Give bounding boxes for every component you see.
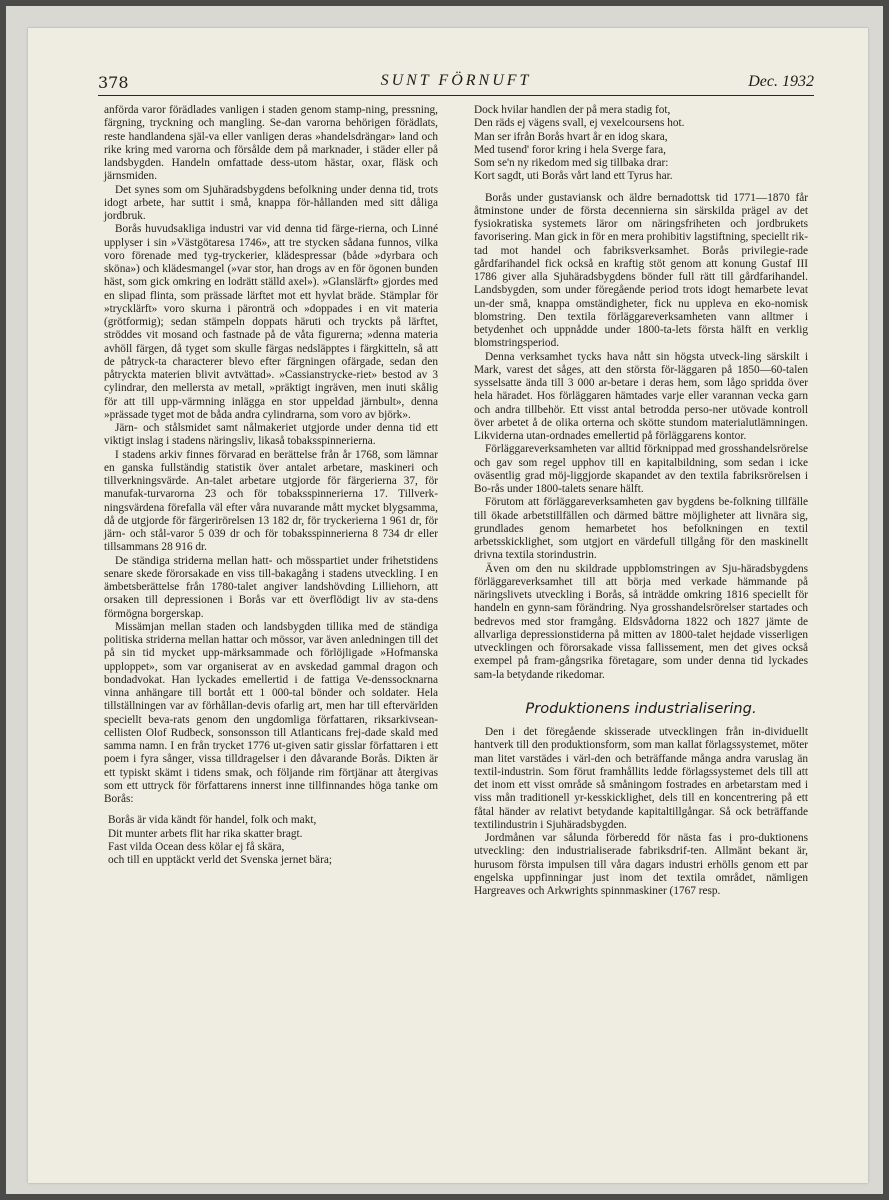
page-number: 378	[98, 73, 129, 92]
running-header	[98, 69, 814, 97]
poem-continuation	[474, 104, 808, 184]
verse-line: Dock hvilar handlen der på mera stadig fot,	[474, 104, 671, 116]
left-column	[104, 104, 438, 867]
paragraph: De ständiga striderna mellan hatt- och mösspartiet under frihetstidens senare skede förorsakade en viss till-bakagång i stadens utveckling. I en ämbetsberättelse från 1780-talet angiver landshövding Lilliehorn, att orsaken till depressionen i Borås var ett överflödigt liv av sta-dens förmögna borgerskap.	[104, 554, 438, 620]
verse-line: Med tusend' foror kring i hela Sverge fara,	[474, 143, 666, 156]
verse-line: Man ser ifrån Borås hvart år en idog skara,	[474, 130, 668, 143]
journal-title: SUNT FÖRNUFT	[380, 72, 532, 89]
verse-line: Borås är vida kändt för handel, folk och makt,	[108, 814, 317, 827]
paragraph: anförda varor förädlades vanligen i staden genom stamp-ning, pressning, färgning, tryckning och mangling. Se-dan varorna behörigen förädlats, reste handlandena själ-va eller vanligen deras »handelsdrängar» land och rike kring med varorna och försålde dem på marknader, i städer eller på landsbygden. Handeln omfattade dess-utom hästar, oxar, fläsk och järnsmiden.	[104, 104, 438, 183]
poem-excerpt	[104, 814, 438, 867]
paragraph: Missämjan mellan staden och landsbygden tillika med de ständiga politiska striderna mellan hattar och mössor, var även anledningen till det på sin tid mycket upp-märksammade och förlöjligade »Hofmanska upploppet», som var organiserat av en avskedad gammal dragon och bondadvokat. Han lyckades emellertid i de fattiga Ve-denssocknarna vinna anhängare till bortåt ett 1 000-tal bönder och soldater. Hela tillställningen var av förhållan-devis ofarlig art, men har till eftervärlden speciellt beva-rats genom den ungdomliga författaren, riksarkivsean-cellisten Olof Rudbeck, sonsonsson till Atlanticans frej-dade skald med samma namn. I en från trycket 1776 ut-given satir gisslar författaren i ett poem i fyra sånger, vissa tilldragelser i den dåvarande Borås. Dikten är ett typiskt skämt i tidens smak, och följande rim förtjänar att återgivas som ett uttryck för författarens innerst inne tillfinnandes höga tanke om Borås:	[104, 620, 438, 805]
paragraph: Borås under gustaviansk och äldre bernadottsk tid 1771—1870 får åtminstone under de första decennierna sin särskilda prägel av det fysiokratiska systemets läror om näringsfriheten och jordbrukets favorisering. Man gick in för en mera prohibitiv lagstiftning, speciellt rik-tad mot handel och fabriksverksamhet. Borås privilegie-rade gårdfarihandel fick också en kraftig stöt genom att konung Gustaf III 1786 giver alla Sjuhäradsbygdens bönder full rätt till gårdfarihandel. Landsbygden, som under föregående period trots idogt hemarbete levat un-der små, knappa omständigheter, fick nu uppleva en eko-nomisk blomstring. Den textila förläggareverksamheten vann alltmer i betydenhet och uppnådde under 1800-ta-lets första hälft en verklig blomstringsperiod.	[474, 191, 808, 350]
paragraph: I stadens arkiv finnes förvarad en berättelse från år 1768, som lämnar en ganska fullständig statistik över antalet arbetare, maskineri och tillverkningsvärde. An-talet arbetare utgjorde för färgerierna 37, för manufak-turvarorna 23 och för tobaksspinnerierna 17. Tillverk-ningsvärdena förefalla väl efter våra nuvarande mått mycket blygsamma, då de utgjorde för färgerirörelsen 13 182 dr, för tryckerierna 1 961 dr, för järn- och stål-varor 5 039 dr och för tobaksspinnerierna 8 734 dr eller tillsammans 28 916 dr.	[104, 448, 438, 554]
paragraph: Det synes som om Sjuhäradsbygdens befolkning under denna tid, trots idogt arbete, har suttit i små, knappa för-hållanden med sitt dåliga jordbruk.	[104, 183, 438, 222]
right-column	[474, 104, 808, 898]
verse-line: Kort sagdt, uti Borås vårt land ett Tyrus har.	[474, 170, 673, 183]
verse-line: Som se'n ny rikedom med sig tillbaka drar:	[474, 157, 669, 169]
verse-line: och till en upptäckt verld det Svenska jernet bära;	[108, 854, 332, 866]
header-rule	[98, 95, 814, 96]
paragraph: Den i det föregående skisserade utvecklingen från in-dividuellt hantverk till den produktionsform, som man kallat förlagssystemet, möter man litet varstädes i värl-den och beträffande många andra varuslag än textil-industrin. Som förut framhållits ledde förlagssystemet dels till att det inom ett visst område så småningom fostrades en arbetarstam med i viss mån traditionell yr-kesskicklighet, dels till en koncentrering på ett fåtal händer av relativt betydande kapitaltillgångar. Så ock beträffande textilindustrin i Sjuhäradsbygden.	[474, 726, 808, 831]
verse-line: Den räds ej vägens svall, ej vexelcoursens hot.	[474, 117, 685, 130]
paragraph: Järn- och stålsmidet samt nålmakeriet utgjorde under denna tid ett viktigt inslag i stadens näringsliv, likaså tobaksspinnerierna.	[104, 422, 438, 448]
verse-line: Fast vilda Ocean dess kölar ej få skära,	[108, 840, 285, 853]
paragraph: Förutom att förläggareverksamheten gav bygdens be-folkning tillfälle till ökade arbetstillfällen och därmed bättre möjligheter att livnära sig, grundlades genom hemarbetet hos befolkningen en textil arbetsskicklighet, som utgjort en värdefull tillgång för den maskinellt drivna textila storindustrin.	[474, 496, 808, 562]
paragraph: Förläggareverksamheten var alltid förknippad med grosshandelsrörelse och gav som regel upphov till en kapitalbildning, som sedan i icke oväsentlig grad möj-liggjorde skapandet av den textila fabriksrörelsen i Bo-rås under 1800-talets senare hälft.	[474, 443, 808, 495]
section-heading: Produktionens industrialisering.	[525, 699, 757, 717]
paragraph: Jordmånen var sålunda förberedd för nästa fas i pro-duktionens utveckling: den industrialiserade fabriksdrif-ten. Allmänt bekant är, hurusom första impulsen till våra dagars industri erhölls genom ett par engelska uppfinningar just inom det textila området, nämligen Hargreaves och Arkwrights spinnmaskiner (1767 resp.	[474, 832, 808, 897]
verse-line: Dit munter arbets flit har rika skatter bragt.	[108, 827, 303, 840]
issue-date: Dec. 1932	[748, 73, 814, 90]
paragraph: Borås huvudsakliga industri var vid denna tid färge-rierna, och Linné upplyser i sin »Västgötaresa 1746», att tre stycken sådana funnos, vilka voro förenade med tyg-tryckerier, klädespressar (både »dyrbara och sköna») och klädesmangel (»var stor, han drogs av en för ögonen bunden häst, som gick omkring en lodrätt ställd axel»). »Glanslärft» gjordes med en slipad flinta, som prässade lärftet mot ett hyvlat bräde. Stämplar för »trycklärft» voro skurna i päronträ och »doppades i en vit materia (grötformig); sedan stämpeln doppats häruti och tryckts på lärftet, ströddes vit mosand och fastnade på de våta figurerna; »denna materia avhöll färgen, då tyget som skulle färgas nedsläpptes i färgkitteln, så att de påtryck-ta characterer blevo efter färgningen ofärgade, sedan den påtryckta materien blivit avtvättad». »Cassianstrycke-riet» bestod av 3 cylindrar, den mellersta av metall, »präktigt ingräven, men inuti skålig för att till upp-värmning inlägga en stor uppeldad järnbult», denna »prässade tyget mot de båda andra cylindrarna, som voro av björk».	[104, 223, 438, 421]
paragraph: Denna verksamhet tycks hava nått sin högsta utveck-ling särskilt i Mark, varest det såges, att den största för-läggaren på 1850—60-talen sysselsatte ända till 3 000 ar-betare i deras hem, som lågo spridda över hela häradet. Hos förläggaren hämtades varje eller varannan vecka garn och andra tillbehör. Ett visst antal betrodda perso-ner utövade kontroll över arbetet å de olika orterna och skötte stundom materialutlämningen. Likviderna utan-ordnades emellertid på förläggarens kontor.	[474, 350, 808, 442]
paragraph: Även om den nu skildrade uppblomstringen av Sju-häradsbygdens förläggareverksamhet till att börja med verkade hämmande på näringslivets utveckling i Borås, så inträdde omkring 1816 speciellt för handeln en gynn-sam förändring. Nya grosshandelsrörelser startades och bedrevos med stor framgång. Eldsvådorna 1822 och 1827 jämte de allvarliga depressionstiderna på mitten av 1800-talet hejdade visserligen utvecklingen och förorsakade vissa fallissement, men det gives också exempel på fram-gångsrika företagare, som under denna tid lyckades sam-la betydande rikedomar.	[474, 562, 808, 681]
